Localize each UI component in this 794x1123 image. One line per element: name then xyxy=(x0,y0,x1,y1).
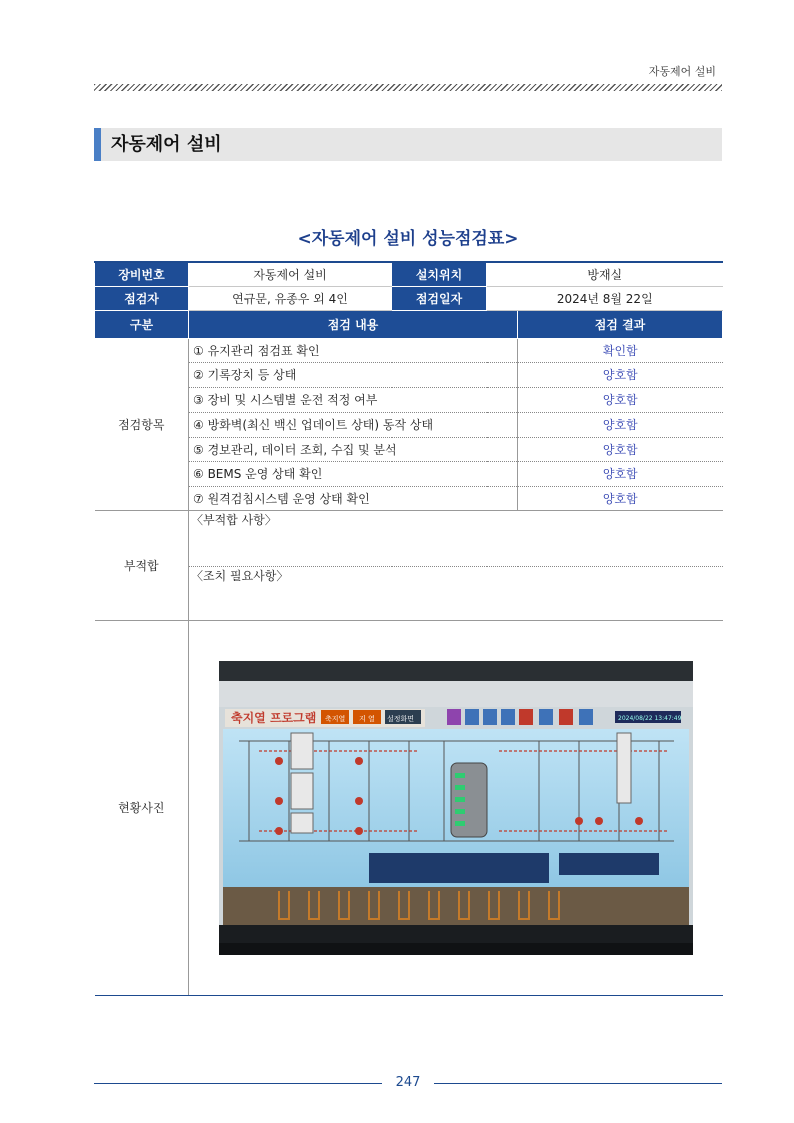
nonconformity-actions: 〈조치 필요사항〉 xyxy=(189,566,723,620)
svg-text:2024/08/22 13:47:49: 2024/08/22 13:47:49 xyxy=(618,714,682,722)
item-text: ⑥ BEMS 운영 상태 확인 xyxy=(189,461,518,486)
photo-cell xyxy=(189,620,723,995)
item-result: 양호함 xyxy=(518,461,723,486)
table-row xyxy=(95,486,723,510)
section-title: 자동제어 설비 xyxy=(94,128,722,161)
footer-rule-left xyxy=(94,1083,382,1084)
item-result: 양호함 xyxy=(518,362,723,387)
date-label: 점검일자 xyxy=(392,286,487,310)
table-row xyxy=(95,362,723,387)
item-text: ② 기록장치 등 상태 xyxy=(189,362,518,387)
svg-text:지 열: 지 열 xyxy=(359,714,375,723)
nonconformity-category: 부적합 xyxy=(95,510,189,620)
table-row xyxy=(95,461,723,486)
table-title: <자동제어 설비 성능점검표> xyxy=(297,229,519,249)
svg-text:축지열 프로그램: 축지열 프로그램 xyxy=(231,710,317,725)
nonconformity-issues: 〈부적합 사항〉 xyxy=(189,510,723,566)
inspection-sheet xyxy=(94,261,723,996)
footer-rule-right xyxy=(434,1083,722,1084)
page-number: 247 xyxy=(395,1075,421,1090)
item-text: ⑤ 경보관리, 데이터 조회, 수집 및 분석 xyxy=(189,437,518,461)
location-value: 방재실 xyxy=(487,262,723,286)
item-text: ③ 장비 및 시스템별 운전 적정 여부 xyxy=(189,387,518,412)
column-result: 점검 결과 xyxy=(518,310,723,338)
running-header: 자동제어 설비 xyxy=(648,65,716,78)
item-text: ⑦ 원격검침시스템 운영 상태 확인 xyxy=(189,486,518,510)
item-result: 확인함 xyxy=(518,338,723,362)
table-row xyxy=(95,338,723,362)
equipment-no-value: 자동제어 설비 xyxy=(189,262,392,286)
item-text: ④ 방화벽(최신 백신 업데이트 상태) 동작 상태 xyxy=(189,412,518,437)
location-label: 설치위치 xyxy=(392,262,487,286)
column-category: 구분 xyxy=(95,310,189,338)
item-result: 양호함 xyxy=(518,387,723,412)
site-photo xyxy=(219,661,693,955)
column-content: 점검 내용 xyxy=(189,310,518,338)
item-result: 양호함 xyxy=(518,412,723,437)
item-result: 양호함 xyxy=(518,486,723,510)
header-rule xyxy=(94,84,722,91)
item-text: ① 유지관리 점검표 확인 xyxy=(189,338,518,362)
photo-category: 현황사진 xyxy=(95,620,189,995)
date-value: 2024년 8월 22일 xyxy=(487,286,723,310)
svg-text:설정화면: 설정화면 xyxy=(387,714,415,723)
equipment-no-label: 장비번호 xyxy=(95,262,189,286)
table-row xyxy=(95,412,723,437)
inspection-category: 점검항목 xyxy=(95,338,189,510)
table-row xyxy=(95,437,723,461)
inspector-value: 연규문, 유종우 외 4인 xyxy=(189,286,392,310)
table-row xyxy=(95,387,723,412)
inspector-label: 점검자 xyxy=(95,286,189,310)
svg-text:축지열: 축지열 xyxy=(325,714,346,723)
item-result: 양호함 xyxy=(518,437,723,461)
